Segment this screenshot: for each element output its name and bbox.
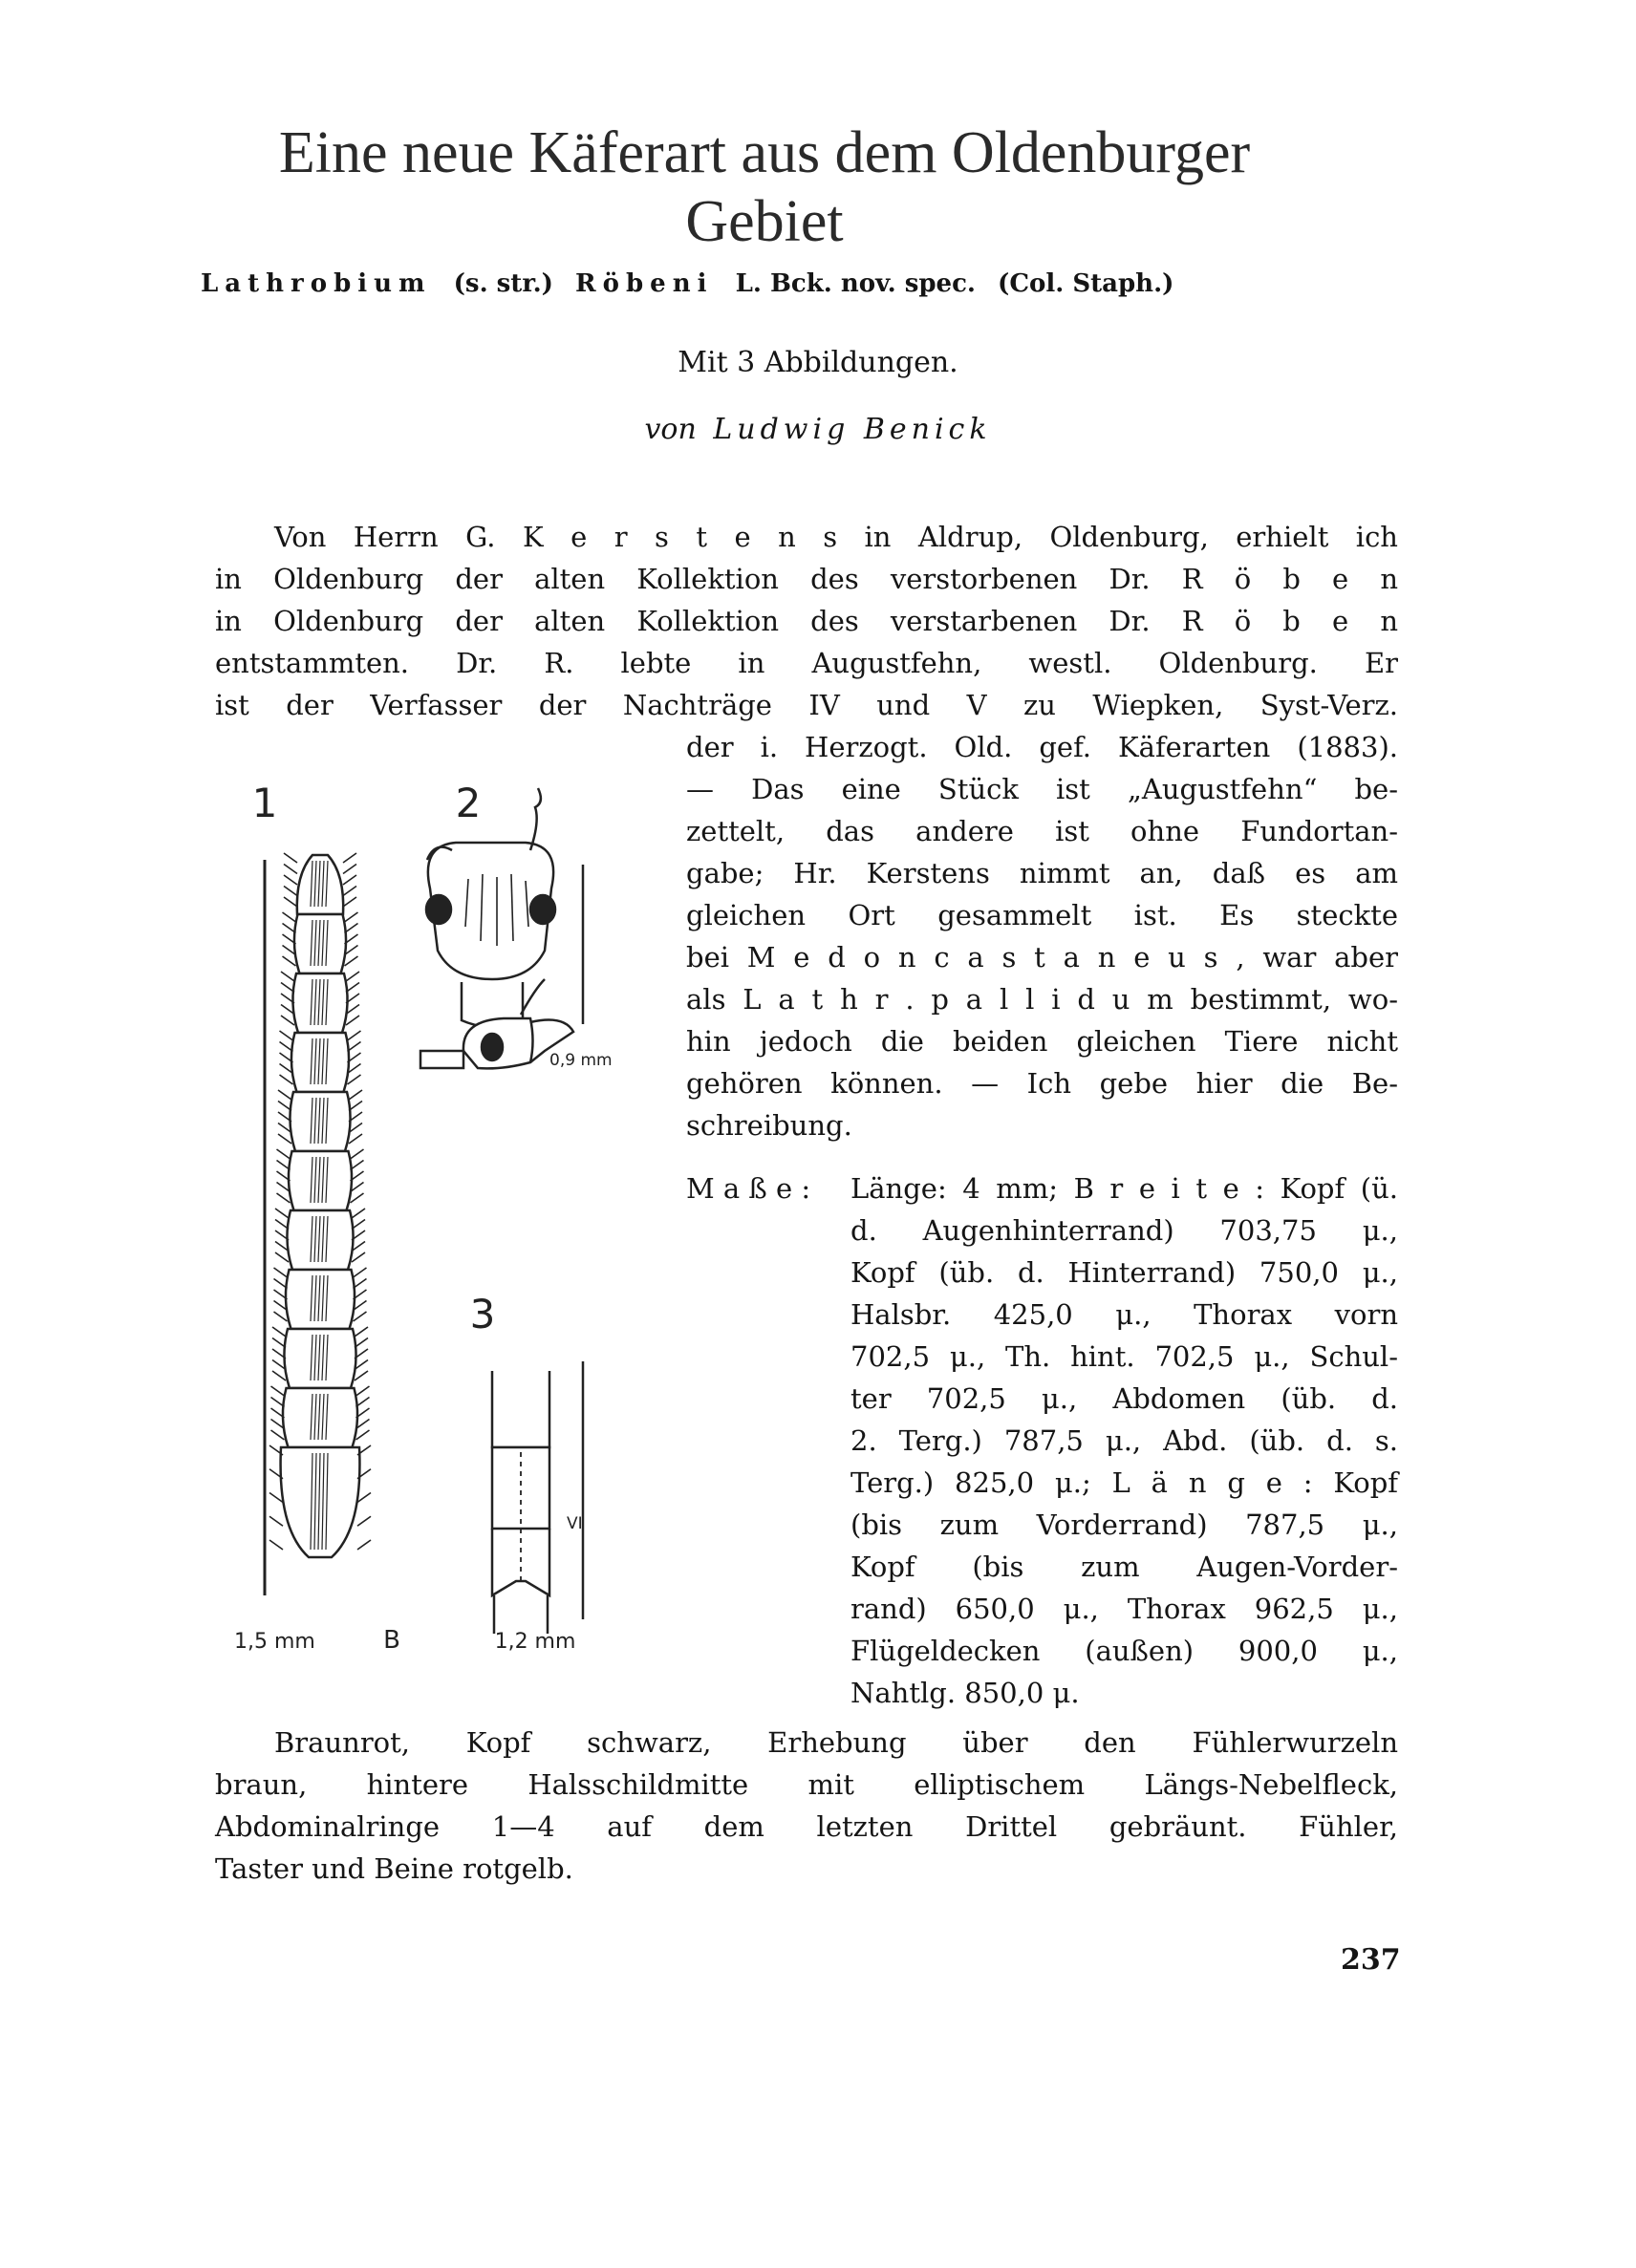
species-figure: [205, 764, 655, 1672]
abdomen-drawing: [492, 1361, 583, 1634]
text-line: — Das eine Stück ist „Augustfehn“ be-: [686, 773, 1398, 805]
antenna-bristle: [275, 1252, 289, 1262]
text-line: entstammten. Dr. R. lebte in Augustfehn, westl. Oldenburg. Er: [215, 647, 1398, 679]
antenna-bristle: [346, 983, 359, 993]
antenna-bristle: [284, 887, 297, 896]
antenna-bristle: [346, 1016, 359, 1025]
antenna-bristle: [343, 875, 356, 885]
right-column-text: [686, 726, 1398, 1146]
antenna-bristle: [271, 1398, 285, 1407]
text-line: ist der Verfasser der Nachträge IV und V zu Wiepken, Syst-Verz.: [215, 689, 1398, 721]
byline-prefix: von: [644, 413, 697, 446]
antenna-bristle: [272, 1371, 286, 1380]
scale-label-head: 0,9 mm: [549, 1051, 613, 1070]
antenna-bristle: [277, 1149, 291, 1159]
figure-label-3: 3: [469, 1291, 496, 1337]
antenna-bristle: [274, 1279, 288, 1289]
antenna-bristle: [351, 1149, 364, 1159]
taxon-group: (Col. Staph.): [998, 269, 1174, 298]
antenna-drawing: [265, 853, 371, 1595]
measures-label: M a ß e :: [686, 1172, 811, 1205]
scale-label-antenna: 1,5 mm: [234, 1630, 315, 1654]
antenna-bristle: [357, 1516, 371, 1526]
species-name: Röbeni: [575, 269, 714, 298]
antenna-bristle: [355, 1327, 368, 1337]
antenna-bristle: [355, 1338, 368, 1348]
antenna-bristle: [272, 1327, 286, 1337]
species-author: L. Bck. nov. spec.: [735, 269, 976, 298]
antenna-bristle: [348, 1042, 361, 1052]
text-line: der i. Herzogt. Old. gef. Käferarten (1883).: [686, 731, 1398, 763]
byline: [0, 413, 1636, 446]
text-line: Braunrot, Kopf schwarz, Erhebung über den Fühlerwurzeln: [274, 1726, 1398, 1759]
antenna-bristle: [343, 887, 356, 896]
antenna-bristle: [269, 1516, 283, 1526]
antenna-bristle: [281, 983, 294, 993]
antenna-bristle: [283, 924, 296, 933]
antenna-bristle: [284, 853, 297, 863]
antenna-bristle: [281, 972, 294, 981]
antenna-bristle: [354, 1312, 367, 1321]
text-line: in Oldenburg der alten Kollektion des verstarbenen Dr. R ö b e n: [215, 605, 1398, 637]
antenna-bristle: [275, 1209, 289, 1218]
byline-author: Ludwig Benick: [713, 413, 992, 446]
antenna-bristle: [357, 1540, 371, 1550]
antenna-bristle: [343, 865, 356, 874]
antenna-bristle: [346, 972, 359, 981]
segment-label-vi: VI: [567, 1514, 583, 1533]
antenna-bristle: [280, 1042, 293, 1052]
text-line: schreibung.: [686, 1109, 852, 1142]
antenna-bristle: [272, 1338, 286, 1348]
antenna-bristle: [349, 1134, 362, 1144]
measure-line: Flügeldecken (außen) 900,0 μ.,: [850, 1635, 1398, 1667]
text-line: zettelt, das andere ist ohne Fundortan-: [686, 815, 1398, 847]
antenna-bristle: [281, 1016, 294, 1025]
page-number: 237: [1341, 1943, 1401, 1977]
antenna-bristle: [284, 897, 297, 907]
antenna-bristle: [278, 1090, 291, 1100]
genus-name: Lathrobium: [201, 269, 432, 298]
antenna-bristle: [278, 1102, 291, 1111]
measure-line: Länge: 4 mm; B r e i t e : Kopf (ü.: [850, 1172, 1398, 1205]
text-line: Taster und Beine rotgelb.: [215, 1852, 573, 1885]
antenna-bristle: [351, 1193, 364, 1203]
text-line: hin jedoch die beiden gleichen Tiere nicht: [686, 1025, 1398, 1058]
antenna-bristle: [348, 1075, 361, 1084]
antenna-bristle: [357, 1493, 371, 1503]
measure-line: rand) 650,0 μ., Thorax 962,5 μ.,: [850, 1593, 1398, 1625]
subgenus: (s. str.): [453, 269, 553, 298]
text-line: gehören können. — Ich gebe hier die Be-: [686, 1067, 1398, 1100]
antenna-bristle: [284, 875, 297, 885]
antenna-bristle: [351, 1161, 364, 1170]
antenna-bristle: [277, 1193, 291, 1203]
antenna-bristle: [352, 1220, 365, 1230]
antenna-bristle: [349, 1102, 362, 1111]
species-subtitle: [201, 269, 1443, 298]
text-line: braun, hintere Halsschildmitte mit elliptischem Längs-Nebelfleck,: [215, 1768, 1398, 1801]
antenna-bristle: [271, 1386, 285, 1396]
measure-line: Nahtlg. 850,0 μ.: [850, 1677, 1080, 1709]
antenna-bristle: [356, 1430, 370, 1440]
antenna-bristle: [283, 912, 296, 922]
measure-line: 2. Terg.) 787,5 μ., Abd. (üb. d. s.: [850, 1424, 1398, 1457]
antenna-bristle: [345, 924, 358, 933]
antenna-bristle: [354, 1279, 367, 1289]
measure-line: Kopf (üb. d. Hinterrand) 750,0 μ.,: [850, 1256, 1398, 1289]
article-title-line2: Gebiet: [685, 189, 844, 254]
measure-line: 702,5 μ., Th. hint. 702,5 μ., Schul-: [850, 1340, 1398, 1373]
intro-paragraph: [215, 516, 1398, 726]
text-line: gabe; Hr. Kerstens nimmt an, daß es am: [686, 857, 1398, 889]
antenna-bristle: [271, 1430, 285, 1440]
measure-line: Kopf (bis zum Augen-Vorder-: [850, 1551, 1398, 1583]
antenna-bristle: [355, 1371, 368, 1380]
measure-line: d. Augenhinterrand) 703,75 μ.,: [850, 1214, 1398, 1247]
measure-line: Terg.) 825,0 μ.; L ä n g e : Kopf: [850, 1466, 1398, 1499]
antenna-bristle: [349, 1090, 362, 1100]
antenna-bristle: [269, 1540, 283, 1550]
antenna-bristle: [345, 912, 358, 922]
figure-label-b: B: [383, 1626, 400, 1655]
text-line: Abdominalringe 1—4 auf dem letzten Drittel gebräunt. Fühler,: [215, 1810, 1398, 1843]
antenna-bristle: [343, 897, 356, 907]
measure-line: ter 702,5 μ., Abdomen (üb. d.: [850, 1382, 1398, 1415]
head-dorsal-drawing: [426, 788, 583, 1027]
antenna-bristle: [280, 1075, 293, 1084]
text-line: als L a t h r . p a l l i d u m bestimmt, wo-: [686, 983, 1398, 1016]
antenna-bristle: [280, 1031, 293, 1040]
antenna-bristle: [269, 1493, 283, 1503]
article-title-line1: Eine neue Käferart aus dem Oldenburger: [278, 120, 1251, 185]
text-line: in Oldenburg der alten Kollektion des verstorbenen Dr. R ö b e n: [215, 563, 1398, 595]
antenna-bristle: [354, 1268, 367, 1277]
measures-block: [850, 1167, 1398, 1714]
antenna-bristle: [275, 1220, 289, 1230]
antenna-bristle: [356, 1398, 370, 1407]
figures-note: Mit 3 Abbildungen.: [678, 346, 958, 379]
text-line: Von Herrn G. K e r s t e n s in Aldrup, Oldenburg, erhielt ich: [274, 521, 1398, 553]
figure-label-1: 1: [251, 780, 278, 826]
antenna-bristle: [352, 1252, 365, 1262]
antenna-bristle: [284, 865, 297, 874]
antenna-bristle: [277, 1161, 291, 1170]
antenna-bristle: [356, 1386, 370, 1396]
antenna-bristle: [274, 1268, 288, 1277]
figure-label-2: 2: [455, 780, 482, 826]
antenna-bristle: [283, 956, 296, 966]
text-line: gleichen Ort gesammelt ist. Es steckte: [686, 899, 1398, 931]
antenna-bristle: [345, 956, 358, 966]
antenna-bristle: [352, 1209, 365, 1218]
antenna-bristle: [348, 1031, 361, 1040]
antenna-bristle: [274, 1312, 288, 1321]
measure-line: Halsbr. 425,0 μ., Thorax vorn: [850, 1298, 1398, 1331]
text-line: bei M e d o n c a s t a n e u s , war aber: [686, 941, 1398, 974]
antenna-bristle: [343, 853, 356, 863]
scale-label-abdomen: 1,2 mm: [494, 1630, 576, 1654]
closing-paragraph: [215, 1722, 1398, 1890]
antenna-bristle: [278, 1134, 291, 1144]
measure-line: (bis zum Vorderrand) 787,5 μ.,: [850, 1508, 1398, 1541]
